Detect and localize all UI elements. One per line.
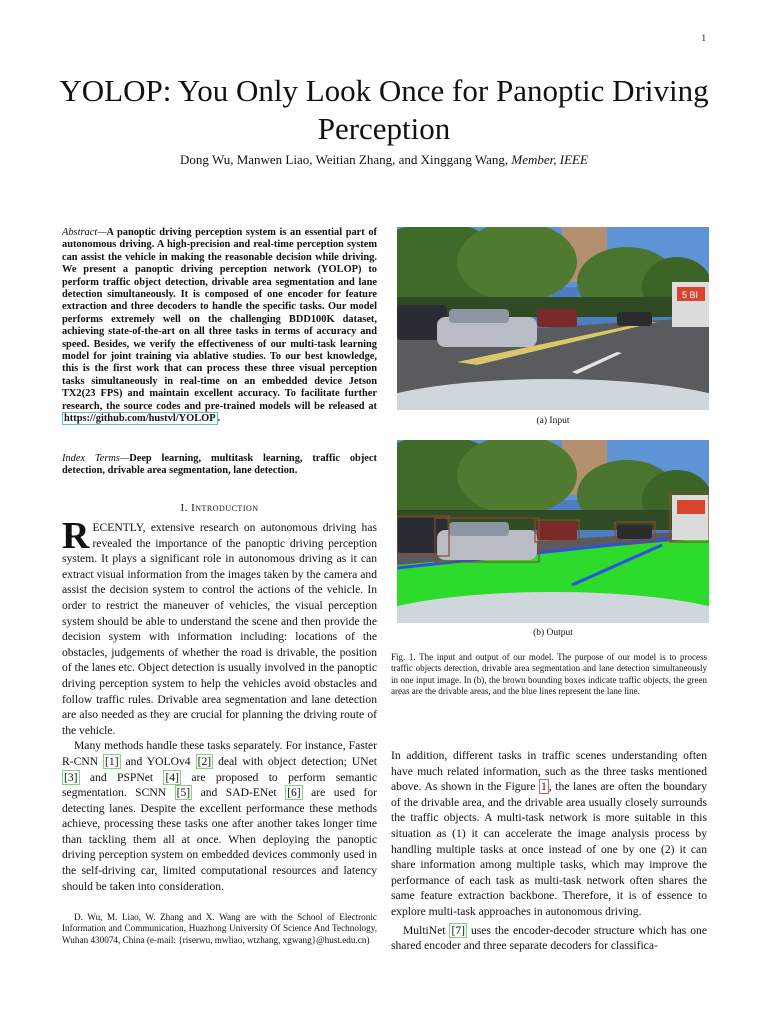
right-paragraph-2: MultiNet [7] uses the encoder-decoder structure which has one shared encoder and three separate decoders for classifica-	[391, 923, 707, 953]
subcaption-output: (b) Output	[533, 628, 573, 638]
citation-link[interactable]: [6]	[287, 786, 301, 800]
index-terms-text: Deep learning, multitask learning, traffic object detection, drivable area segmentation, lane detection.	[62, 453, 377, 477]
abstract-text: A panoptic driving perception system is an essential part of autonomous driving. A high-precision and real-time perception system can assist the vehicle in making the reasonable decision while driving. We present a panoptic driving perception network (YOLOP) to perform traffic object detection, drivable area segmentation and lane detection simultaneously. It is composed of one encoder for feature extraction and three decoders to handle the specific tasks. Our model performs extremely well on the challenging BDD100K dataset, achieving state-of-the-art on all three tasks in terms of accuracy and speed. Besides, we verify the effectiveness of our multi-task learning model for joint training via ablative studies. To our best knowledge, this is the first work that can process these three visual perception tasks simultaneously in real-time on an embedded device Jetson TX2(23 FPS) and maintain excellent accuracy. To facilitate further research, the source codes and pre-trained models will be released at	[62, 227, 377, 412]
github-link[interactable]: https://github.com/hustvl/YOLOP	[64, 413, 216, 425]
index-terms-label: Index Terms—	[62, 453, 130, 464]
citation-link[interactable]: [2]	[197, 754, 212, 768]
abstract-label: Abstract—	[62, 227, 107, 238]
section-heading: I. Introduction	[180, 502, 259, 514]
footnote: D. Wu, M. Liao, W. Zhang and X. Wang are with the School of Electronic Information and Communication, Huazhong University Of Science And Technology, Wuhan 430074, China (e-mail: {riserwu, mwliao, wtzhang, xgwang}@hust.edu.cn)	[62, 912, 377, 945]
intro-paragraph-2: Many methods handle these tasks separately. For instance, Faster R-CNN [1] and YOLOv4 [2] deal with object detection; UNet [3] and PSPNet [4] are proposed to perform semantic segmentation. SCNN [5] and SAD-ENet [6] are used for detecting lanes. Despite the excellent performance these methods achieve, processing these tasks one after another takes longer time than tackling them all at once. When deploying the panoptic driving perception system on embedded devices commonly used in the self-driving car, limited computational resources and latency should be taken into consideration.	[62, 739, 377, 893]
figure-input-image	[397, 227, 709, 410]
sign-text: 5 BI	[682, 290, 699, 300]
index-terms	[62, 453, 377, 478]
page-number: 1	[701, 33, 706, 43]
right-column-body	[391, 748, 707, 954]
subcaption-input: (a) Input	[536, 416, 570, 426]
right-paragraph-1: In addition, different tasks in traffic scenes understanding often have much related information, such as the three tasks mentioned above. As shown in the Figure 1 , the lanes are often the boundary of the drivable area, and the drivable area usually closely surrounds the traffic objects. A multi-task network is more suitable in this situation as (1) it can accelerate the image analysis process by handling multiple tasks at once instead of one by one (2) it can share information among multiple tasks, which may improve the performance of each task as multi-task network often shares the same feature extraction backbone. Therefore, it is of essence to explore multi-task approaches in autonomous driving.	[391, 749, 707, 918]
citation-link[interactable]: [4]	[165, 770, 179, 784]
figure-caption: Fig. 1. The input and output of our model. The purpose of our model is to process traffic objects detection, drivable area segmentation and lane detection simultaneously in one input image. In (b), the brown bounding boxes indicate traffic objects, the green areas are the drivable areas, and the blue lines represent the lane line.	[391, 652, 707, 697]
paper-title: YOLOP: You Only Look Once for Panoptic Driving Perception	[59, 73, 709, 146]
intro-paragraph-1: RECENTLY, extensive research on autonomous driving has revealed the importance of the panoptic driving perception system. It plays a significant role in autonomous driving as it can extract visual information from the images taken by the camera and assist the decision system to control the actions of the vehicle. In order to restrict the maneuver of vehicles, the visual perception system should be able to understand the scene and then provide the decision system with information including: locations of the obstacles, judgements of whether the road is drivable, the position of the lanes etc. Object detection is usually involved in the panoptic driving perception system to help the vehicles avoid obstacles and follow traffic rules. Drivable area segmentation and lane detection are also needed as they are crucial for planning the driving route of the vehicle.	[62, 515, 377, 737]
citation-link[interactable]: [5]	[176, 786, 191, 800]
dropcap: R	[62, 515, 90, 557]
citation-link[interactable]: [1]	[105, 754, 119, 768]
figure-ref-link[interactable]: 1	[540, 780, 547, 794]
citation-link[interactable]: [7]	[451, 923, 466, 937]
citation-link[interactable]: [3]	[64, 770, 78, 784]
intro-body	[62, 515, 377, 894]
figure-output-image	[397, 440, 709, 623]
author-names: Dong Wu, Manwen Liao, Weitian Zhang, and Xinggang Wang,	[180, 152, 509, 167]
author-role: Member, IEEE	[511, 152, 588, 167]
abstract: Abstract—A panoptic driving perception system is an essential part of autonomous driving. A high-precision and real-time perception system can assist the vehicle in making the reasonable decision while driving. We present a panoptic driving perception network (YOLOP) to perform traffic object detection, drivable area segmentation and lane detection simultaneously. It is composed of one encoder for feature extraction and three decoders to handle the specific tasks. Our model performs extremely well on the challenging BDD100K dataset, achieving state-of-the-art on all three tasks in terms of accuracy and speed. Besides, we verify the effectiveness of our multi-task learning model for joint training via ablative studies. To our best knowledge, this is the first work that can process these three visual perception tasks simultaneously in real-time on an embedded device Jetson TX2(23 FPS) and maintain excellent accuracy. To facilitate further research, the source codes and pre-trained models will be released at https://github.com/hustvl/YOLOP .	[62, 227, 377, 425]
author-line	[0, 152, 768, 168]
